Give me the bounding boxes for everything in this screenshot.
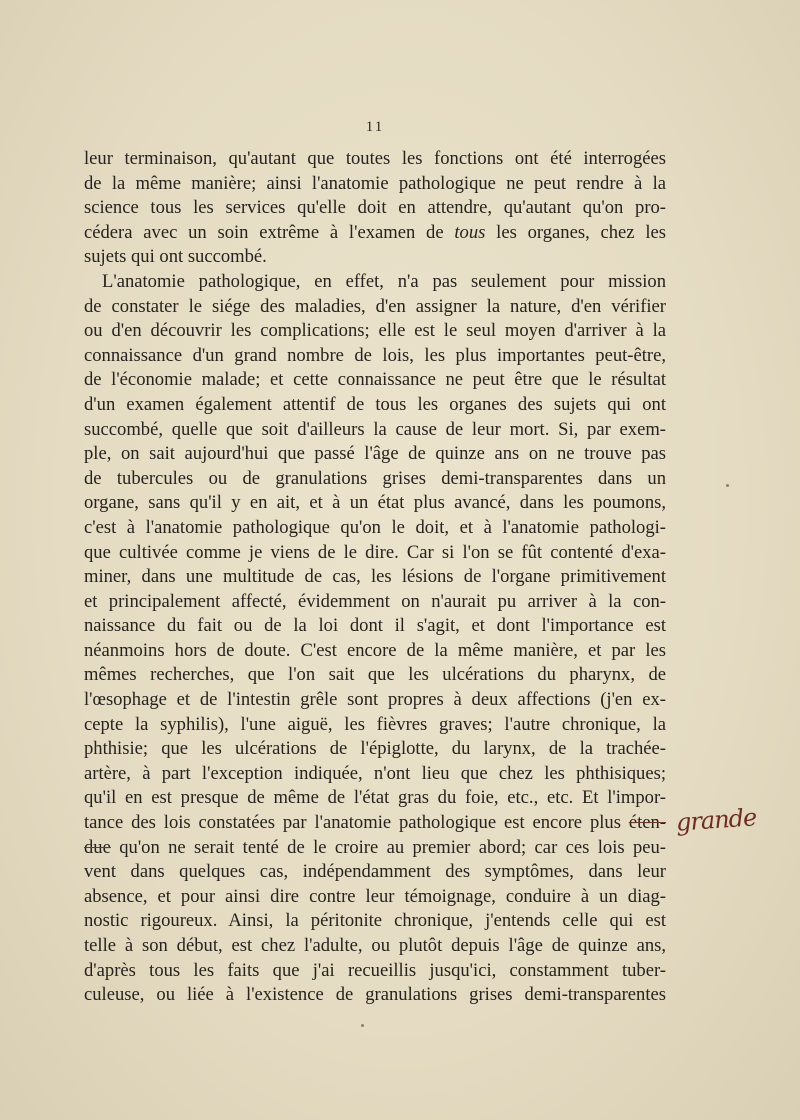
text-segment: qu'on ne serait tenté de le croire au premier abord; car ces lois peu-	[110, 836, 666, 858]
text-line: nostic rigoureux. Ainsi, la péritonite chronique, j'entends celle qui est	[84, 910, 666, 932]
text-line: culeuse, ou liée à l'existence de granulations grises demi-transparentes	[84, 984, 666, 1006]
text-line: connaissance d'un grand nombre de lois, les plus importantes peut-être,	[84, 344, 666, 366]
text-line: vent dans quelques cas, indépendamment des symptômes, dans leur	[84, 861, 666, 883]
text-line: telle à son début, est chez l'adulte, ou plutôt depuis l'âge de quinze ans,	[84, 935, 666, 956]
paper-speck	[726, 484, 729, 487]
text-segment: tance des lois constatées par l'anatomie pathologique est encore plus	[84, 812, 629, 834]
text-line: d'après tous les faits que j'ai recueillis jusqu'ici, constamment tuber-	[84, 959, 666, 981]
text-line: de l'économie malade; et cette connaissance ne peut être que le résultat	[84, 369, 666, 391]
body-text	[84, 147, 666, 1008]
text-line: que cultivée comme je viens de le dire. Car si l'on se fût contenté d'exa-	[84, 541, 666, 563]
text-line: mêmes recherches, que l'on sait que les ulcérations du pharynx, de	[84, 664, 666, 686]
text-line: de la même manière; ainsi l'anatomie pathologique ne peut rendre à la	[84, 172, 666, 194]
text-line: de tubercules ou de granulations grises demi-transparentes dans un	[84, 467, 666, 489]
struck-word: due	[84, 836, 111, 858]
text-line: et principalement affecté, évidemment on n'aurait pu arriver à la con-	[84, 590, 666, 612]
text-line: ou d'en découvrir les complications; elle est le seul moyen d'arriver à la	[84, 320, 666, 342]
italic-word: tous	[454, 221, 486, 243]
text-line: leur terminaison, qu'autant que toutes les fonctions ont été interrogées	[84, 148, 666, 169]
text-line: artère, à part l'exception indiquée, n'ont lieu que chez les phthisiques;	[84, 762, 666, 784]
text-segment: les organes, chez les	[485, 221, 666, 243]
text-line: L'anatomie pathologique, en effet, n'a pas seulement pour mission	[102, 270, 666, 292]
text-line: sujets qui ont succombé.	[84, 246, 267, 268]
text-line	[84, 836, 666, 861]
text-line: naissance du fait ou de la loi dont il s'agit, et dont l'importance est	[84, 615, 666, 637]
text-line: néanmoins hors de doute. C'est encore de la même manière, et par les	[84, 639, 666, 661]
text-line: succombé, quelle que soit d'ailleurs la cause de leur mort. Si, par exem-	[84, 418, 666, 440]
text-line	[84, 221, 666, 246]
text-line: science tous les services qu'elle doit en attendre, qu'autant qu'on pro-	[84, 197, 666, 219]
text-line: phthisie; que les ulcérations de l'épiglotte, du larynx, de la trachée-	[84, 738, 666, 760]
page-number: 11	[365, 119, 385, 135]
text-line: miner, dans une multitude de cas, les lésions de l'organe primitivement	[84, 566, 666, 588]
text-line: absence, et pour ainsi dire contre leur témoignage, conduire à un diag-	[84, 885, 666, 907]
text-line: de constater le siége des maladies, d'en assigner la nature, d'en vérifier	[84, 295, 666, 317]
text-line: cepte la syphilis), l'une aiguë, les fièvres graves; l'autre chronique, la	[84, 713, 666, 735]
text-line: organe, sans qu'il y en ait, et à un état plus avancé, dans les poumons,	[84, 492, 666, 514]
text-line: d'un examen également attentif de tous les organes des sujets qui ont	[84, 393, 666, 415]
text-line: l'œsophage et de l'intestin grêle sont propres à deux affections (j'en ex-	[84, 689, 666, 711]
text-segment: cédera avec un soin extrême à l'examen de	[84, 221, 455, 243]
paper-speck	[361, 1024, 364, 1027]
handwritten-margin-note: grande	[675, 803, 758, 837]
text-line: qu'il en est presque de même de l'état gras du foie, etc., etc. Et l'impor-	[84, 787, 666, 809]
struck-word: éten-	[628, 812, 666, 834]
text-line: c'est à l'anatomie pathologique qu'on le doit, et à l'anatomie pathologi-	[84, 516, 666, 538]
text-line: ple, on sait aujourd'hui que passé l'âge de quinze ans on ne trouve pas	[84, 443, 666, 465]
text-line	[84, 811, 666, 836]
